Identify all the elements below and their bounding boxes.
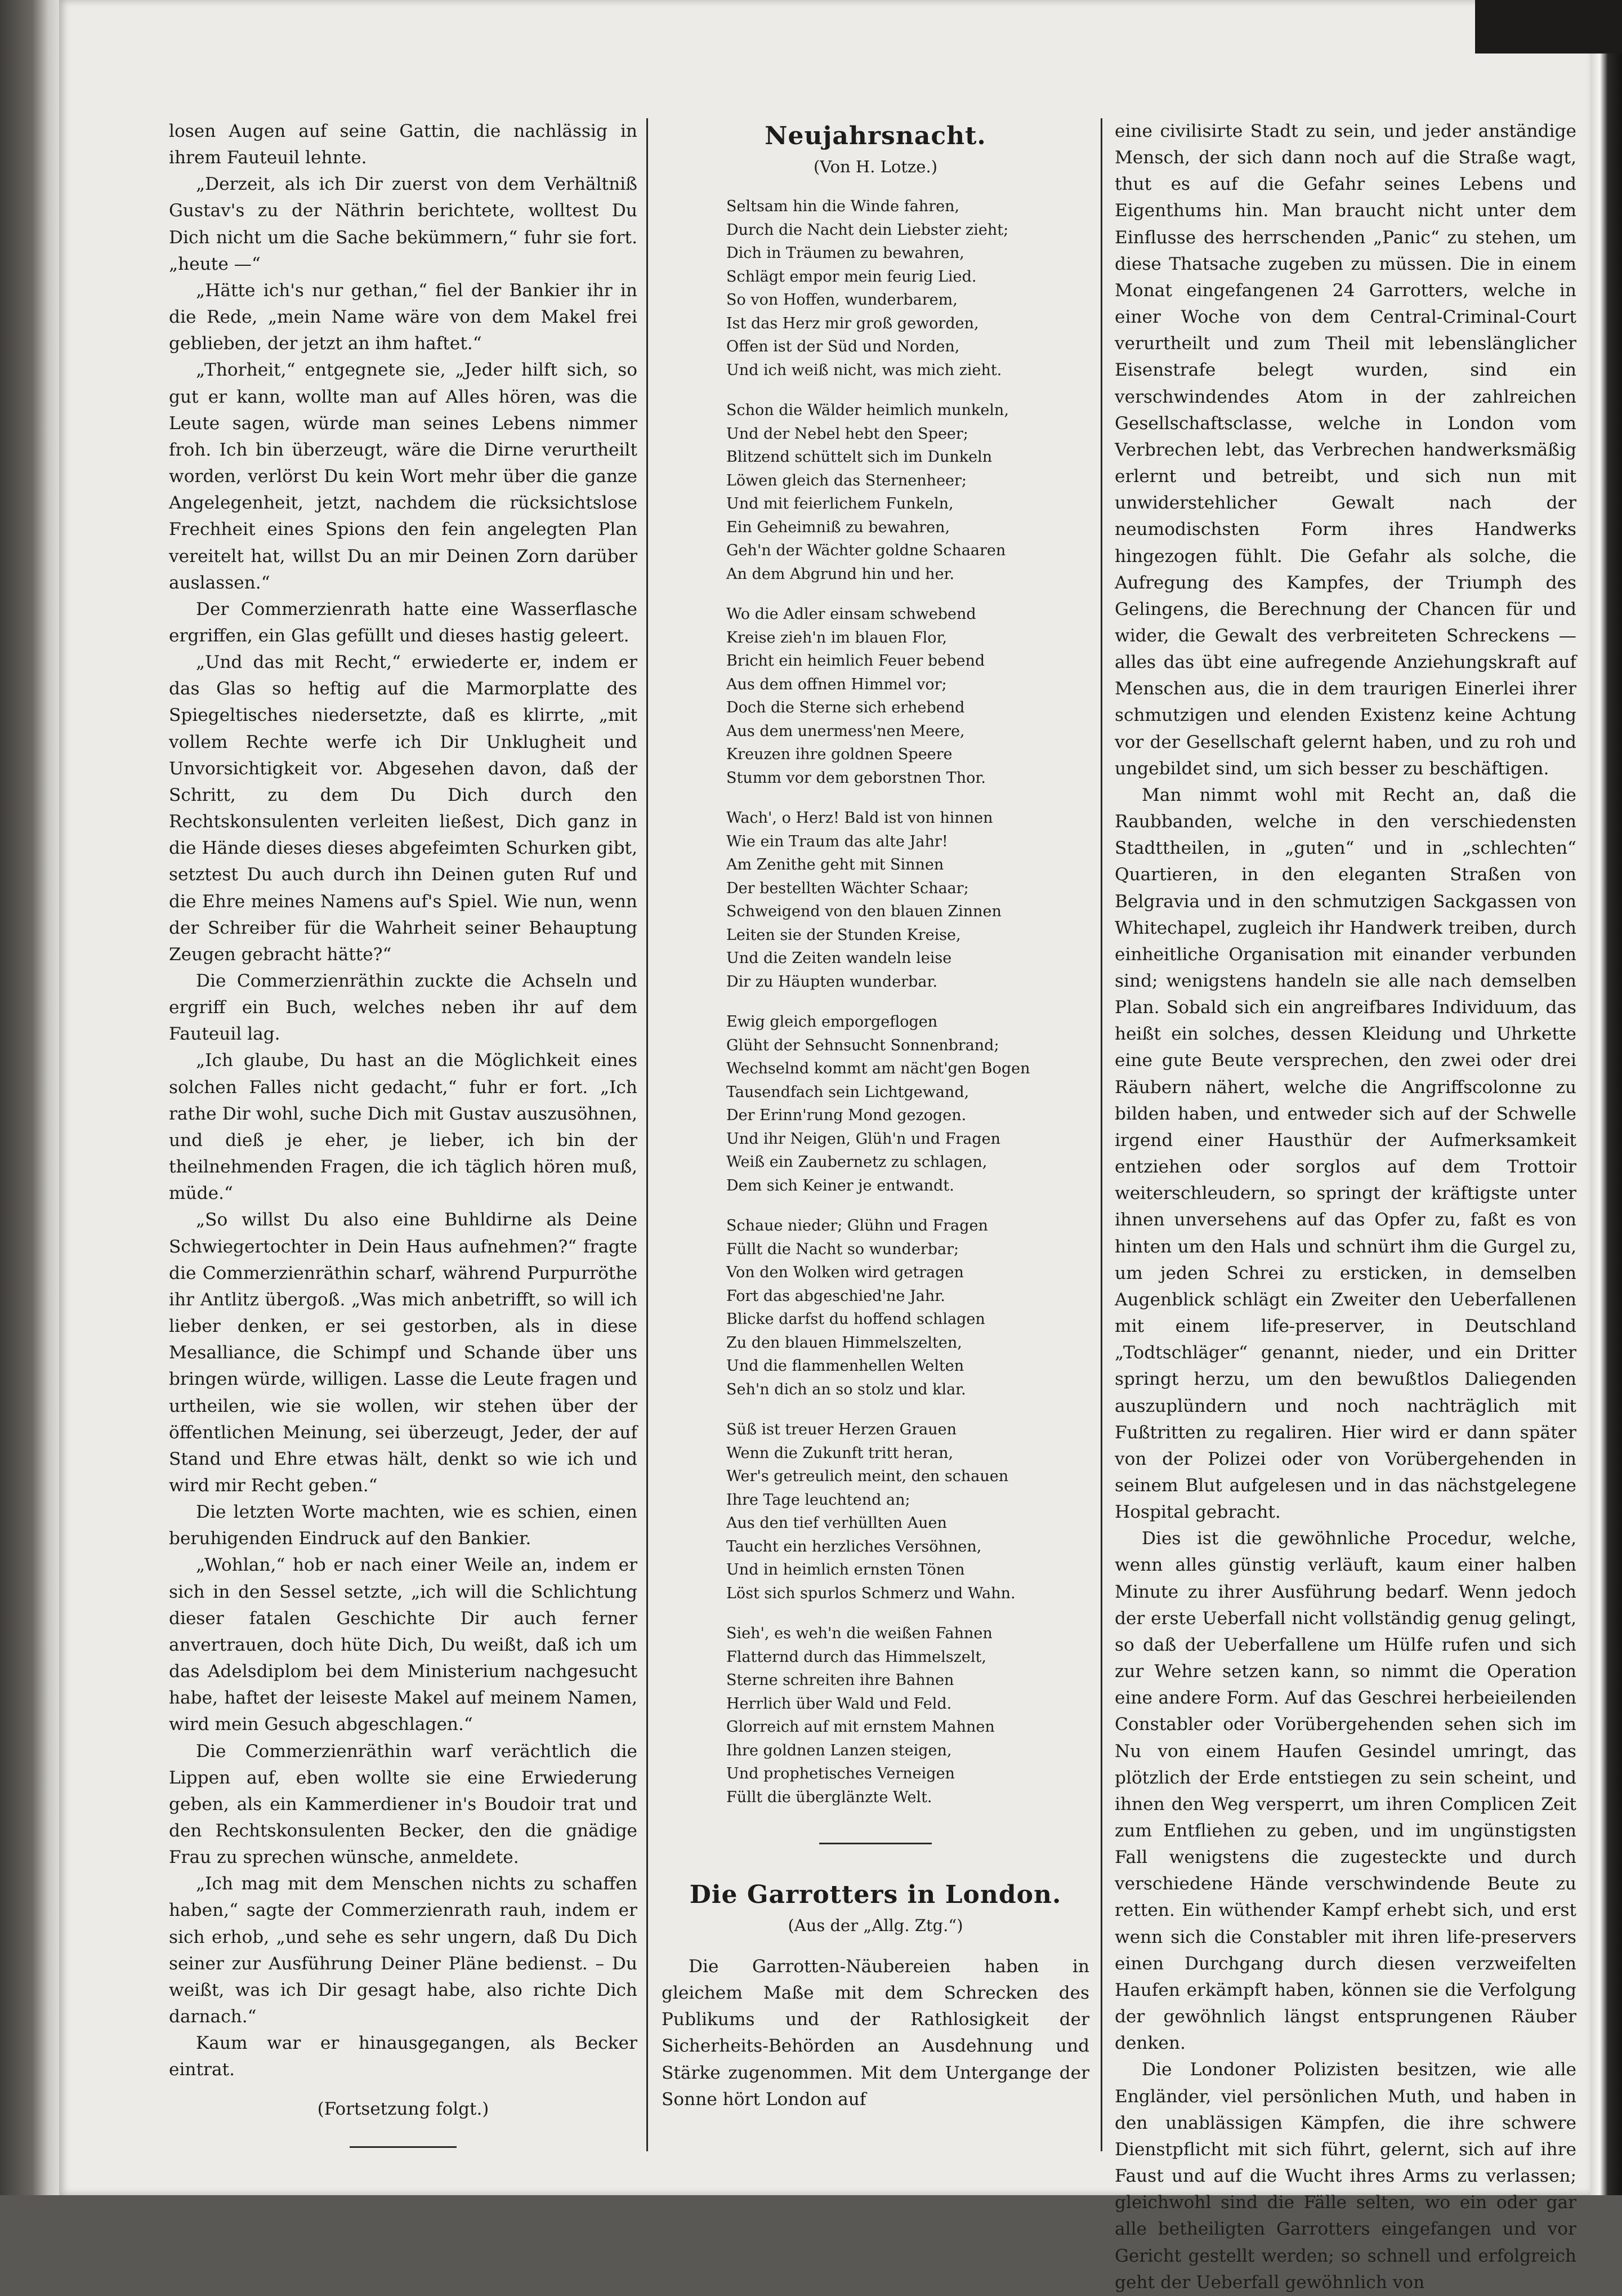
poem-line: Aus den tief verhüllten Auen — [726, 1514, 947, 1532]
paragraph: eine civilisirte Stadt zu sein, und jeder anständige Mensch, der sich dann noch auf die Straße wagt, thut es auf die Gefahr seines Lebens und Eigenthums hin. Man braucht nicht unter dem Einflusse des herrschenden „Panic“ zu stehen, um diese Thatsache zugeben zu müssen. Die in einem Monat eingefangenen 24 Garrotters, welche in einer Woche von dem Central-Criminal-Court verurtheilt und zum Theil mit lebenslänglicher Eisenstrafe belegt wurden, sind ein verschwindendes Atom in der zahlreichen Gesellschaftsclasse, welche in London vom Verbrechen lebt, das Verbrechen handwerksmäßig erlernt und betreibt, und sich nun mit unwiderstehlicher Gewalt nach der neumodischsten Form ihres Handwerks hingezogen fühlt. Die Gefahr als solche, die Aufregung des Kampfes, der Triumph des Gelingens, die Berechnung der Chancen für und wider, die Gewalt des verbreiteten Schreckens — alles das übt eine aufregende Anziehungskraft auf Menschen aus, die in dem traurigen Einerlei ihrer schmutzigen und elenden Existenz keine Achtung vor der Gesellschaft gelernt haben, und zu roh und ungebildet sind, um sich besser zu beschäftigen. — [1115, 121, 1576, 779]
poem-title: Neujahrsnacht. — [765, 122, 986, 150]
poem-line: Und die Zeiten wandeln leise — [726, 949, 952, 967]
poem-stanza — [726, 1418, 1089, 1605]
poem-line: Zu den blauen Himmelszelten, — [726, 1334, 962, 1352]
poem-line: Der Erinn'rung Mond gezogen. — [726, 1107, 967, 1124]
page-edge — [1590, 0, 1622, 2195]
poem-line: Schweigend von den blauen Zinnen — [726, 903, 1002, 920]
poem-line: Wer's getreulich meint, den schauen — [726, 1468, 1009, 1485]
poem-line: Offen ist der Süd und Norden, — [726, 338, 960, 355]
poem-stanza — [726, 195, 1089, 382]
poem-line: Stumm vor dem geborstnen Thor. — [726, 769, 986, 787]
paragraph: Kaum war er hinausgegangen, als Becker eintrat. — [169, 2033, 637, 2080]
poem-line: Taucht ein herzliches Versöhnen, — [726, 1537, 982, 1555]
paragraph: „Derzeit, als ich Dir zuerst von dem Verhältniß Gustav's zu der Näthrin berichtete, wolltest Du Dich nicht um die Sache bekümmern,“ fuhr sie fort. „heute —“ — [169, 174, 637, 274]
poem-line: Und ich weiß nicht, was mich zieht. — [726, 361, 1002, 379]
right-column — [1115, 118, 1576, 2296]
poem-line: Und prophetisches Verneigen — [726, 1765, 955, 1782]
section-rule — [819, 1843, 932, 1844]
poem-line: Geh'n der Wächter goldne Schaaren — [726, 542, 1006, 559]
section-rule — [350, 2146, 457, 2148]
left-column — [169, 118, 637, 2148]
paragraph: „Thorheit,“ entgegnete sie, „Jeder hilft sich, so gut er kann, wollte man auf Alles hören, was die Leute sagen, würde man seines Lebens nimmer froh. Ich bin überzeugt, wäre die Dirne verurtheilt worden, verlörst Du kein Wort mehr über die ganze Angelegenheit, jetzt, nachdem die rücksichtslose Frechheit eines Spions den fein angelegten Plan vereitelt hat, willst Du an mir Deinen Zorn darüber auslassen.“ — [169, 360, 637, 593]
paragraph: „Wohlan,“ hob er nach einer Weile an, indem er sich in den Sessel setzte, „ich will die Schlichtung dieser fatalen Geschichte Dir auch ferner anvertrauen, doch hüte Dich, Du weißt, daß ich um das Adelsdiplom bei dem Ministerium nachgesucht habe, haftet der leiseste Makel auf meinem Namen, wird mein Gesuch abgeschlagen.“ — [169, 1555, 637, 1735]
poem-line: Wechselnd kommt am nächt'gen Bogen — [726, 1060, 1030, 1077]
article-title: Die Garrotters in London. — [689, 1880, 1062, 1909]
poem-line: Am Zenithe geht mit Sinnen — [726, 856, 944, 873]
article-body — [662, 1954, 1089, 2113]
poem-line: Sieh', es weh'n die weißen Fahnen — [726, 1625, 993, 1642]
poem-line: Ewig gleich emporgeflogen — [726, 1013, 938, 1031]
poem-line: Bricht ein heimlich Feuer bebend — [726, 652, 985, 670]
poem-line: Schaue nieder; Glühn und Fragen — [726, 1217, 988, 1234]
poem-line: Und in heimlich ernsten Tönen — [726, 1561, 965, 1579]
poem-line: Schon die Wälder heimlich munkeln, — [726, 402, 1009, 419]
poem-line: Und die flammenhellen Welten — [726, 1357, 964, 1375]
poem-line: So von Hoffen, wunderbarem, — [726, 291, 958, 309]
poem-line: Wenn die Zukunft tritt heran, — [726, 1444, 954, 1462]
poem-line: Kreise zieh'n im blauen Flor, — [726, 628, 948, 647]
poem-line: Der bestellten Wächter Schaar; — [726, 879, 969, 897]
paragraph: losen Augen auf seine Gattin, die nachlässig in ihrem Fauteuil lehnte. — [169, 121, 637, 168]
poem-stanza — [726, 806, 1089, 993]
poem-line: Von den Wolken wird getragen — [726, 1264, 964, 1281]
poem-line: Dem sich Keiner je entwandt. — [726, 1176, 954, 1194]
paragraph: „Und das mit Recht,“ erwiederte er, indem er das Glas so heftig auf die Marmorplatte des Spiegeltisches niedersetzte, daß es klirrte, „mit vollem Rechte werfe ich Dir Unklugheit und Unvorsichtigkeit vor. Abgesehen davon, daß der Schritt, zu dem Du Dich durch den Rechtskonsulenten verleiten ließest, Dich ganz in die Hände dieses dieses abgefeimten Schurken gibt, setztest Du auch durch ihn Deinen guten Ruf und die Ehre meines Namens auf's Spiel. Wie nun, wenn der Schreiber für die Wahrheit seiner Behauptung Zeugen gebracht hätte?“ — [169, 652, 637, 965]
poem-line: Wach', o Herz! Bald ist von hinnen — [726, 809, 993, 827]
poem-stanza — [726, 603, 1089, 790]
poem-line: Ihre Tage leuchtend an; — [726, 1491, 910, 1509]
column-rule-right — [1101, 118, 1102, 2151]
poem-line: Tausendfach sein Lichtgewand, — [726, 1083, 969, 1101]
poem-line: Glorreich auf mit ernstem Mahnen — [726, 1718, 995, 1736]
poem-line: Schlägt empor mein feurig Lied. — [726, 268, 977, 286]
poem-line: Blitzend schüttelt sich im Dunkeln — [726, 448, 993, 466]
poem-stanza — [726, 399, 1089, 586]
poem-line: Weiß ein Zaubernetz zu schlagen, — [726, 1153, 988, 1171]
poem-line: Füllt die Nacht so wunderbar; — [726, 1240, 959, 1258]
poem-line: Ihre goldnen Lanzen steigen, — [726, 1741, 952, 1759]
poem-line: Ein Geheimniß zu bewahren, — [726, 518, 950, 536]
paragraph: Die letzten Worte machten, wie es schien, einen beruhigenden Eindruck auf den Bankier. — [169, 1502, 637, 1549]
poem-line: Ist das Herz mir groß geworden, — [726, 314, 979, 332]
poem-stanza — [726, 1214, 1089, 1401]
poem-line: Aus dem unermess'nen Meere, — [726, 722, 965, 740]
poem-line: Seh'n dich an so stolz und klar. — [726, 1380, 966, 1398]
middle-column — [662, 118, 1089, 2113]
poem-line: Leiten sie der Stunden Kreise, — [726, 926, 961, 944]
poem-line: Und mit feierlichem Funkeln, — [726, 495, 954, 512]
poem-line: Wie ein Traum das alte Jahr! — [726, 832, 948, 850]
poem-line: Süß ist treuer Herzen Grauen — [726, 1421, 957, 1438]
paragraph: „Ich glaube, Du hast an die Möglichkeit eines solchen Falles nicht gedacht,“ fuhr er fort. „Ich rathe Dir wohl, suche Dich mit Gustav auszusöhnen, und dieß je eher, je lieber, ich bin der theilnehmenden Fragen, die ich täglich hören muß, müde.“ — [169, 1050, 637, 1204]
poem-line: Doch die Sterne sich erhebend — [726, 699, 965, 716]
paragraph: „So willst Du also eine Buhldirne als Deine Schwiegertochter in Dein Haus aufnehmen?“ fragte die Commerzienräthin scharf, während Purpurröthe ihr Antlitz übergoß. „Was mich anbetrifft, so will ich lieber denken, er sei gestorben, als in diese Mesalliance, die Schimpf und Schande über uns bringen würde, willigen. Lasse die Leute fragen und urtheilen, wie sie wollen, wir stehen über der öffentlichen Meinung, sei überzeugt, Jeder, der auf Stand und Ehre etwas hält, denkt so wie ich und wird mir Recht geben.“ — [169, 1210, 637, 1496]
paragraph: Dies ist die gewöhnliche Procedur, welche, wenn alles günstig verläuft, kaum einer halben Minute zu ihrer Ausführung bedarf. Wenn jedoch der erste Ueberfall nicht vollständig genug gelingt, so daß der Ueberfallene um Hülfe rufen und sich zur Wehre setzen kann, so nimmt die Operation eine andere Form. Auf das Geschrei herbeieilenden Constabler oder Vorübergehenden sehen sich im Nu von einem Haufen Gesindel umringt, das plötzlich der Erde entstiegen zu sein scheint, und ihnen den Weg versperrt, um ihren Complicen Zeit zum Entfliehen zu geben, und im ungünstigsten Fall wenigstens die zugesteckte und durch verschiedene Hände verschwindende Beute zu retten. Ein wüthender Kampf erhebt sich, und erst wenn sich die Constabler mit ihren life-preservers einen Durchgang durch diesen verzweifelten Haufen erkämpft haben, können sie die Verfolgung der gewöhnlich längst entsprungenen Räuber denken. — [1115, 1528, 1576, 2054]
paragraph: „Hätte ich's nur gethan,“ fiel der Bankier ihr in die Rede, „mein Name wäre von dem Makel frei geblieben, der jetzt an ihm haftet.“ — [169, 280, 637, 354]
poem-line: Herrlich über Wald und Feld. — [726, 1695, 952, 1713]
paragraph: Die Commerzienräthin warf verächtlich die Lippen auf, eben wollte sie eine Erwiederung geben, als ein Kammerdiener in's Boudoir trat und den Rechtskonsulenten Becker, den die gnädige Frau zu sprechen wünsche, anmeldete. — [169, 1741, 637, 1868]
poem-line: Sterne schreiten ihre Bahnen — [726, 1671, 954, 1689]
poem-line: Und der Nebel hebt den Speer; — [726, 425, 968, 443]
dark-corner — [1475, 0, 1622, 54]
poem-line: Dich in Träumen zu bewahren, — [726, 244, 964, 262]
paragraph: „Ich mag mit dem Menschen nichts zu schaffen haben,“ sagte der Commerzienrath rauh, indem er sich erhob, „und sehe es sehr ungern, daß Du Dich seiner zur Ausführung Deiner Pläne bedienst. – Du weißt, was ich Dir gesagt habe, also richte Dich darnach.“ — [169, 1874, 637, 2027]
poem-line: Glüht der Sehnsucht Sonnenbrand; — [726, 1036, 999, 1054]
poem-line: Löwen gleich das Sternenheer; — [726, 471, 967, 489]
poem-line: Wo die Adler einsam schwebend — [726, 605, 976, 623]
article-source: (Aus der „Allg. Ztg.“) — [788, 1916, 963, 1935]
poem-line: Blicke darfst du hoffend schlagen — [726, 1310, 985, 1328]
paragraph: Man nimmt wohl mit Recht an, daß die Raubbanden, welche in den verschiedensten Stadttheilen, in „guten“ und in „schlechten“ Quartieren, in den eleganten Straßen von Belgravia und in den schmutzigen Sackgassen von Whitechapel, zugleich ihr Handwerk treiben, durch einheitliche Organisation mit einander verbunden sind; wenigstens handeln sie alle nach demselben Plan. Sobald sich ein angreifbares Individuum, das heißt ein solches, dessen Kleidung und Uhrkette eine gute Beute versprechen, den zwei oder drei Räubern nähert, welche die Angriffscolonne zu bilden haben, und entweder sich auf der Schwelle irgend einer Hausthür der Aufmerksamkeit entziehen oder sorglos auf dem Trottoir weiterschleudern, so springt der kräftigste unter ihnen unversehens auf das Opfer zu, faßt es von hinten um den Hals und schnürt ihm die Gurgel zu, um jeden Schrei zu ersticken, in demselben Augenblick schlägt ein Zweiter den Ueberfallenen mit einem life-preserver, in Deutschland „Todtschläger“ genannt, nieder, und ein Dritter springt herzu, um den bewußtlos Daliegenden auszuplündern und noch nachträglich mit Fußtritten zu regaliren. Hier wird er dann später von der Polizei oder von Vorübergehenden in seinem Blut aufgelesen und in das nächstgelegene Hospital gebracht. — [1115, 784, 1576, 1523]
poem-line: Durch die Nacht dein Liebster zieht; — [726, 221, 1009, 239]
poem-line: Aus dem offnen Himmel vor; — [726, 675, 947, 693]
poem-line: An dem Abgrund hin und her. — [726, 565, 955, 583]
poem-line: Kreuzen ihre goldnen Speere — [726, 746, 953, 763]
paragraph: Die Londoner Polizisten besitzen, wie alle Engländer, viel persönlichen Muth, und haben in den unablässigen Kämpfen, die ihre schwere Dienstpflicht mit sich führt, gelernt, sich auf ihre Faust und auf die Wucht ihres Arms zu verlassen; gleichwohl sind die Fälle selten, wo ein oder gar alle betheiligten Garrotters eingefangen und vor Gericht gestellt werden; so schnell und erfolgreich geht der Ueberfall gewöhnlich von — [1115, 2059, 1576, 2293]
poem-line: Seltsam hin die Winde fahren, — [726, 198, 960, 215]
poem-stanza — [726, 1010, 1089, 1197]
column-rule-left — [646, 118, 648, 2151]
poem-line: Flatternd durch das Himmelszelt, — [726, 1648, 986, 1666]
poem-line: Löst sich spurlos Schmerz und Wahn. — [726, 1584, 1016, 1602]
poem-stanza — [726, 1622, 1089, 1809]
poem-line: Dir zu Häupten wunderbar. — [726, 973, 938, 991]
poem-author: (Von H. Lotze.) — [813, 157, 938, 176]
poem-line: Und ihr Neigen, Glüh'n und Fragen — [726, 1130, 1000, 1148]
paragraph: Die Garrotten-Näubereien haben in gleichem Maße mit dem Schrecken des Publikums und der Rathlosigkeit der Sicherheits-Behörden an Ausdehnung und Stärke zugenommen. Mit dem Untergange der Sonne hört London auf — [662, 1956, 1089, 2110]
paragraph: Die Commerzienräthin zuckte die Achseln und ergriff ein Buch, welches neben ihr auf dem Fauteuil lag. — [169, 971, 637, 1045]
paragraph: Der Commerzienrath hatte eine Wasserflasche ergriffen, ein Glas gefüllt und dieses hastig geleert. — [169, 599, 637, 646]
poem-line: Füllt die überglänzte Welt. — [726, 1788, 932, 1806]
poem-line: Fort das abgeschied'ne Jahr. — [726, 1287, 945, 1305]
continuation-note: (Fortsetzung folgt.) — [317, 2098, 489, 2119]
